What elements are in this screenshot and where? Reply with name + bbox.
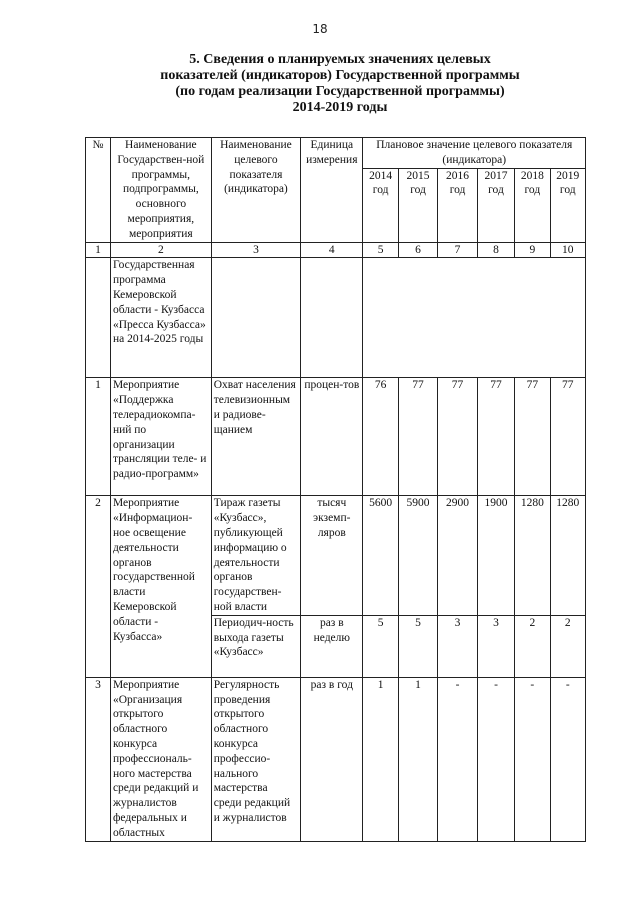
row-value: 1280 [550, 496, 585, 615]
row-value: - [477, 677, 514, 841]
title-line-1: 5. Сведения о планируемых значениях целевых [189, 52, 491, 67]
column-number: 7 [438, 242, 477, 258]
header-row [86, 138, 586, 169]
header-year: 2015 год [398, 168, 437, 242]
row-unit: процен-тов [301, 378, 363, 496]
page-title [120, 52, 560, 116]
title-line-3: (по годам реализации Государственной программы) [175, 84, 505, 99]
row-value: 2 [515, 615, 550, 677]
row-value: 2900 [438, 496, 477, 615]
column-numbers-row [86, 242, 586, 258]
header-year: 2016 год [438, 168, 477, 242]
header-planned: Плановое значение целевого показателя (индикатора) [363, 138, 586, 169]
row-indicator: Охват населения телевизионным и радиове-щанием [211, 378, 300, 496]
row-value: 77 [550, 378, 585, 496]
row-value: 1 [363, 677, 398, 841]
row-indicator: Периодич-ность выхода газеты «Кузбасс» [211, 615, 300, 677]
title-line-2: показателей (индикаторов) Государственной программы [160, 68, 520, 83]
column-number: 5 [363, 242, 398, 258]
program-no-cell [86, 258, 111, 378]
row-value: 2 [550, 615, 585, 677]
row-value: 1900 [477, 496, 514, 615]
column-number: 8 [477, 242, 514, 258]
row-value: 3 [477, 615, 514, 677]
header-unit: Единица измерения [301, 138, 363, 243]
row-value: 77 [477, 378, 514, 496]
title-line-4: 2014-2019 годы [292, 100, 388, 115]
row-value: 1 [398, 677, 437, 841]
header-no: № [86, 138, 111, 243]
row-no: 1 [86, 378, 111, 496]
column-number: 2 [110, 242, 211, 258]
row-name: Мероприятие «Организация открытого областного конкурса профессиональ-ного мастерства среди редакций и журналистов федеральных и областных [110, 677, 211, 841]
column-number: 9 [515, 242, 550, 258]
row-unit: раз в неделю [301, 615, 363, 677]
program-row [86, 258, 586, 378]
column-number: 10 [550, 242, 585, 258]
header-year: 2017 год [477, 168, 514, 242]
row-indicator: Регулярность проведения открытого областного конкурса профессио-нального мастерства среди редакций и журналистов [211, 677, 300, 841]
row-no: 3 [86, 677, 111, 841]
row-no: 2 [86, 496, 111, 677]
row-value: - [438, 677, 477, 841]
row-value: 1280 [515, 496, 550, 615]
row-indicator: Тираж газеты «Кузбасс», публикующей информацию о деятельности органов государствен-ной власти [211, 496, 300, 615]
row-value: 77 [515, 378, 550, 496]
program-values-cell [363, 258, 586, 378]
table-row [86, 378, 586, 496]
row-value: 5600 [363, 496, 398, 615]
row-value: 77 [398, 378, 437, 496]
row-name: Мероприятие «Информацион-ное освещение деятельности органов государственной власти Кемеровской области - Кузбасса» [110, 496, 211, 677]
column-number: 3 [211, 242, 300, 258]
page-number: 18 [312, 22, 328, 36]
program-indicator-cell [211, 258, 300, 378]
row-value: - [515, 677, 550, 841]
row-unit: тысяч экземп-ляров [301, 496, 363, 615]
row-value: 5 [398, 615, 437, 677]
header-indicator: Наименование целевого показателя (индикатора) [211, 138, 300, 243]
program-name: Государственная программа Кемеровской области - Кузбасса «Пресса Кузбасса» на 2014-2025 годы [110, 258, 211, 378]
table-row [86, 677, 586, 841]
row-value: 3 [438, 615, 477, 677]
goals-table [85, 137, 586, 842]
header-name: Наименование Государствен-ной программы, подпрограммы, основного мероприятия, мероприятия [110, 138, 211, 243]
table-row [86, 496, 586, 615]
header-year: 2018 год [515, 168, 550, 242]
column-number: 4 [301, 242, 363, 258]
row-unit: раз в год [301, 677, 363, 841]
row-value: 76 [363, 378, 398, 496]
row-value: 5 [363, 615, 398, 677]
row-value: 5900 [398, 496, 437, 615]
column-number: 6 [398, 242, 437, 258]
row-value: - [550, 677, 585, 841]
header-year: 2019 год [550, 168, 585, 242]
column-number: 1 [86, 242, 111, 258]
row-name: Мероприятие «Поддержка телерадиокомпа-ний по организации трансляции теле- и радио-программ» [110, 378, 211, 496]
header-year: 2014 год [363, 168, 398, 242]
row-value: 77 [438, 378, 477, 496]
program-unit-cell [301, 258, 363, 378]
